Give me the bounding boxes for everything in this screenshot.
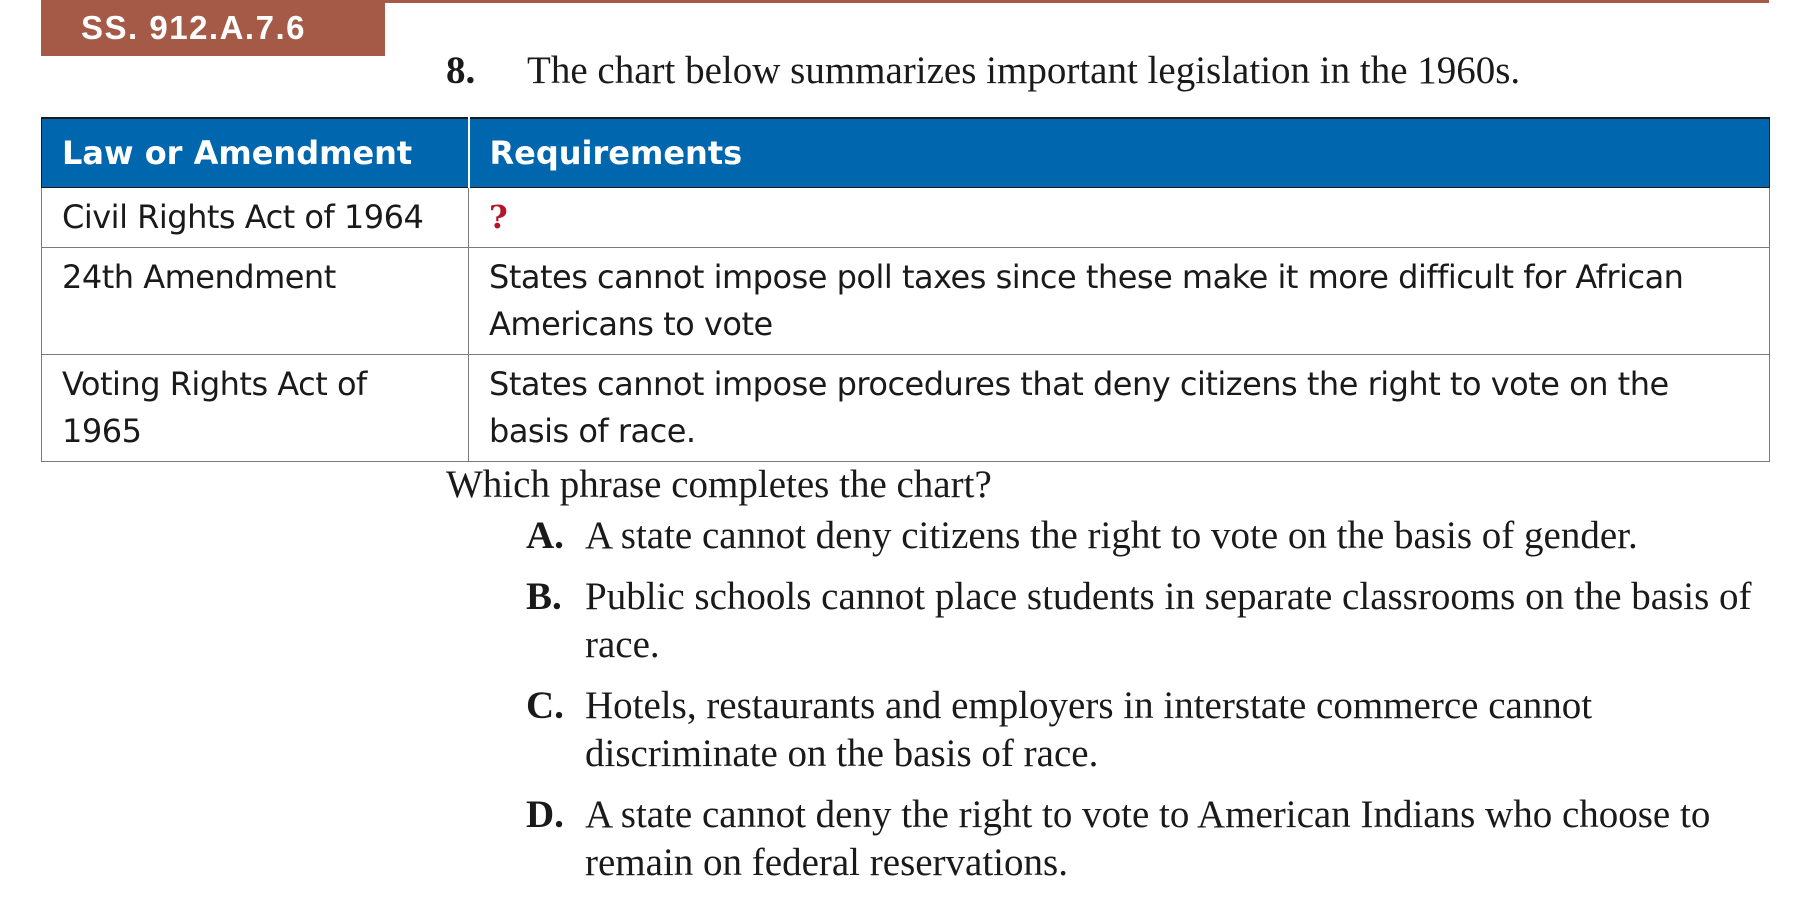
answer-choice-b[interactable]: [526, 573, 1776, 669]
column-header-law: Law or Amendment: [42, 118, 469, 188]
question-header: [446, 48, 1520, 93]
choice-letter: A.: [526, 514, 564, 557]
table-header-row: [42, 118, 1770, 188]
table-row: [42, 355, 1770, 462]
law-cell: Civil Rights Act of 1964: [42, 188, 469, 248]
missing-requirement-mark: ?: [489, 198, 508, 236]
answer-choice-c[interactable]: [526, 682, 1776, 778]
table-row: [42, 188, 1770, 248]
question-number: 8.: [446, 49, 476, 92]
choice-letter: B.: [526, 575, 562, 618]
top-rule: [385, 0, 1769, 3]
choice-text: A state cannot deny citizens the right to vote on the basis of gender.: [585, 514, 1638, 557]
column-header-requirements: Requirements: [469, 118, 1770, 188]
requirement-cell: States cannot impose poll taxes since these make it more difficult for African Americans to vote: [469, 248, 1770, 355]
law-cell: 24th Amendment: [42, 248, 469, 355]
table-row: [42, 248, 1770, 355]
choice-letter: C.: [526, 684, 564, 727]
law-cell: Voting Rights Act of 1965: [42, 355, 469, 462]
requirement-cell: States cannot impose procedures that deny citizens the right to vote on the basis of race.: [469, 355, 1770, 462]
legislation-table: [41, 117, 1770, 462]
requirement-cell-missing: [469, 188, 1770, 248]
answer-choice-d[interactable]: [526, 791, 1776, 887]
answer-choices: [526, 512, 1776, 900]
choice-letter: D.: [526, 793, 564, 836]
choice-text: Public schools cannot place students in separate classrooms on the basis of race.: [585, 575, 1752, 666]
question-prompt: Which phrase completes the chart?: [446, 463, 992, 506]
answer-choice-a[interactable]: [526, 512, 1776, 560]
question-stem: The chart below summarizes important legislation in the 1960s.: [527, 49, 1521, 92]
choice-text: Hotels, restaurants and employers in interstate commerce cannot discriminate on the basis of race.: [585, 684, 1593, 775]
choice-text: A state cannot deny the right to vote to American Indians who choose to remain on federal reservations.: [585, 793, 1711, 884]
standard-code-badge: SS. 912.A.7.6: [41, 0, 385, 56]
